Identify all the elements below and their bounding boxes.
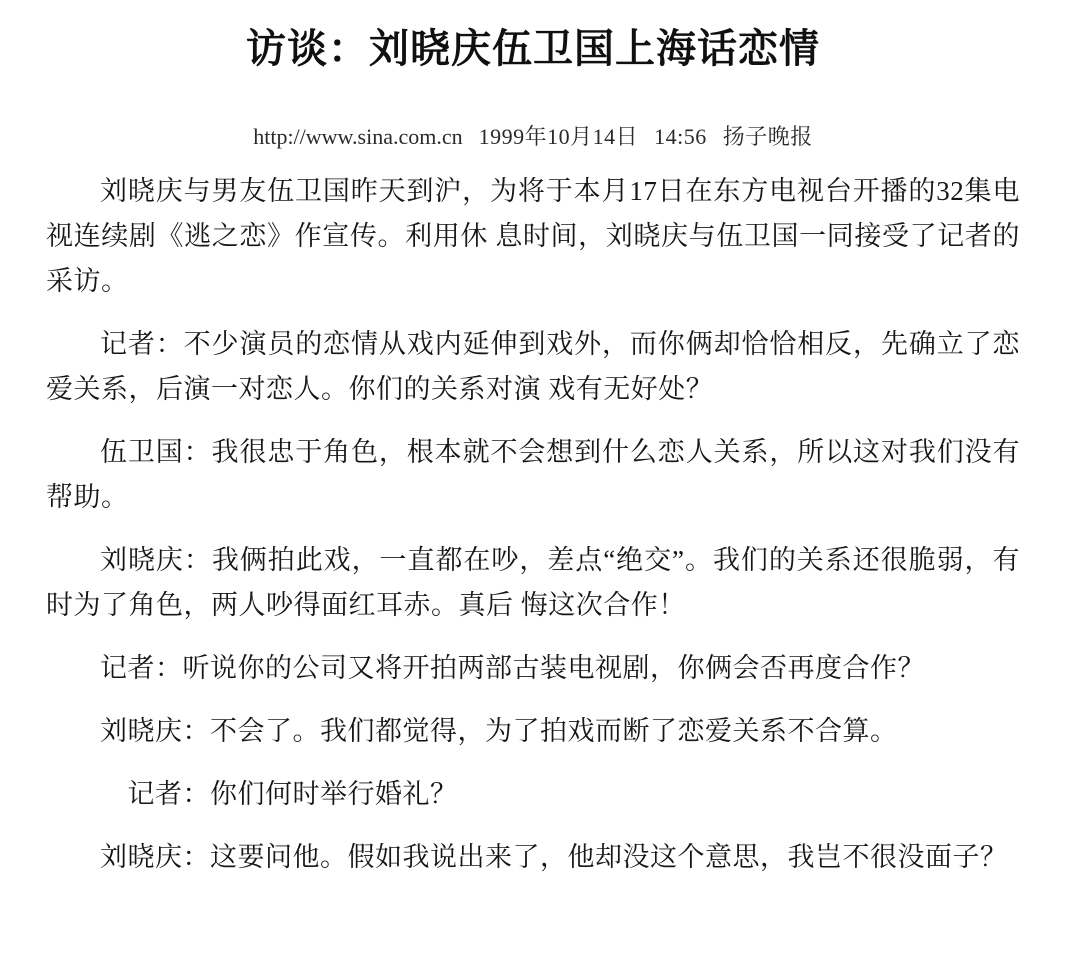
paragraph: 刘晓庆：我俩拍此戏，一直都在吵，差点“绝交”。我们的关系还很脆弱，有时为了角色，两人吵得面红耳赤。真后 悔这次合作！ [46, 545, 1020, 620]
source-url: http://www.sina.com.cn [253, 124, 463, 149]
source-publisher: 扬子晚报 [722, 124, 813, 149]
page-title: 访谈：刘晓庆伍卫国上海话恋情 [246, 27, 820, 71]
paragraph: 记者：不少演员的恋情从戏内延伸到戏外，而你俩却恰恰相反，先确立了恋爱关系，后演一对恋人。你们的关系对演 戏有无好处？ [46, 329, 1020, 404]
source-line [46, 120, 1020, 151]
paragraph: 记者：你们何时举行婚礼？ [100, 779, 458, 809]
paragraph: 刘晓庆与男友伍卫国昨天到沪，为将于本月17日在东方电视台开播的32集电视连续剧《逃之恋》作宣传。利用休 息时间，刘晓庆与伍卫国一同接受了记者的采访。 [46, 176, 1020, 296]
paragraph: 刘晓庆：这要问他。假如我说出来了，他却没这个意思，我岂不很没面子？ [100, 842, 1008, 872]
paragraph: 伍卫国：我很忠于角色，根本就不会想到什么恋人关系，所以这对我们没有帮助。 [46, 437, 1020, 512]
source-time: 14:56 [654, 124, 707, 149]
article-body [46, 169, 1020, 880]
paragraph: 刘晓庆：不会了。我们都觉得，为了拍戏而断了恋爱关系不合算。 [100, 716, 898, 746]
source-date: 1999年10月14日 [478, 124, 639, 149]
paragraph: 记者：听说你的公司又将开拍两部古装电视剧，你俩会否再度合作？ [100, 653, 925, 683]
